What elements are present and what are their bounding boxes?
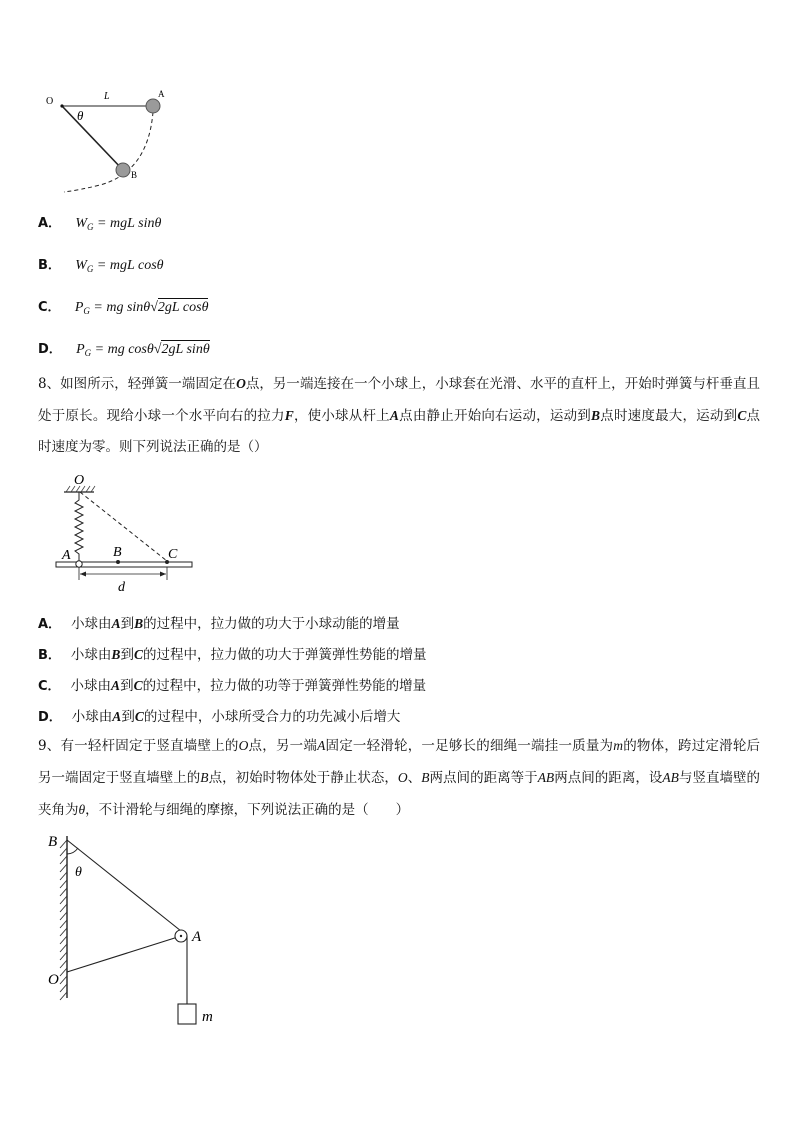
ball-a — [76, 561, 82, 567]
mass-block — [178, 1004, 196, 1024]
rod-ob — [62, 106, 123, 170]
figure-wall-pulley — [40, 828, 230, 1033]
label-o: O — [46, 96, 54, 107]
ball-b — [116, 163, 130, 177]
angle-arc — [67, 848, 78, 854]
label-o: O — [74, 473, 85, 488]
point-b — [116, 560, 120, 564]
label-b: B — [113, 545, 122, 560]
label-l: L — [104, 91, 110, 102]
q7-option-b[interactable]: B． $W_G$ = mgL cosθ — [38, 258, 164, 274]
q7-option-a[interactable]: A． $W_G$ = mgL sinθ — [38, 216, 162, 232]
q9-stem: 9、有一轻杆固定于竖直墙壁上的O点，另一端A固定一轻滑轮，一足够长的细绳一端挂一质量为m的物体，跨过定滑轮后另一端固定于竖直墙壁上的B点，初始时物体处于静止状态，O、B两点间的距离等于AB两点间的距离，设AB与竖直墙壁的夹角为θ，不计滑轮与细绳的摩擦，下列说法正确的是（ ） — [38, 738, 761, 818]
label-c: C — [168, 547, 178, 562]
label-b: B — [48, 834, 58, 850]
label-o: O — [48, 972, 59, 988]
q8-option-c[interactable]: C． 小球由A到C的过程中，拉力做的功等于弹簧弹性势能的增量 — [38, 678, 427, 694]
spring — [75, 492, 83, 562]
figure-pendulum — [40, 82, 180, 197]
label-b: B — [131, 170, 138, 180]
q8-stem: 8、如图所示，轻弹簧一端固定在O点，另一端连接在一个小球上，小球套在光滑、水平的直杆上，开始时弹簧与杆垂直且处于原长。现给小球一个水平向右的拉力F，使小球从杆上A点由静止开始向右运动，运动到B点时速度最大，运动到C点时速度为零。则下列说法正确的是（） — [38, 376, 761, 455]
ball-a — [146, 99, 160, 113]
q7-option-c[interactable]: C． $P_G$ = mg sinθ√2gL cosθ — [38, 300, 209, 316]
label-d: d — [118, 580, 125, 595]
q8-option-a[interactable]: A． 小球由A到B的过程中，拉力做的功大于小球动能的增量 — [38, 616, 400, 632]
label-a: A — [62, 548, 71, 563]
pivot-point — [60, 104, 63, 107]
rod-oa — [67, 936, 181, 972]
q8-option-d[interactable]: D． 小球由A到C的过程中，小球所受合力的功先减小后增大 — [38, 709, 401, 725]
label-theta: θ — [77, 108, 84, 123]
label-a: A — [192, 929, 202, 945]
q7-option-d[interactable]: D． $P_G$ = mg cosθ√2gL sinθ — [38, 342, 210, 358]
label-a: A — [158, 89, 165, 99]
label-theta: θ — [75, 865, 82, 880]
q8-option-b[interactable]: B． 小球由B到C的过程中，拉力做的功大于弹簧弹性势能的增量 — [38, 647, 427, 663]
arc-path — [64, 112, 153, 192]
label-m: m — [202, 1009, 213, 1025]
rope-ba — [67, 840, 181, 931]
dashed-oc — [80, 492, 167, 561]
figure-spring-rod — [50, 470, 200, 595]
